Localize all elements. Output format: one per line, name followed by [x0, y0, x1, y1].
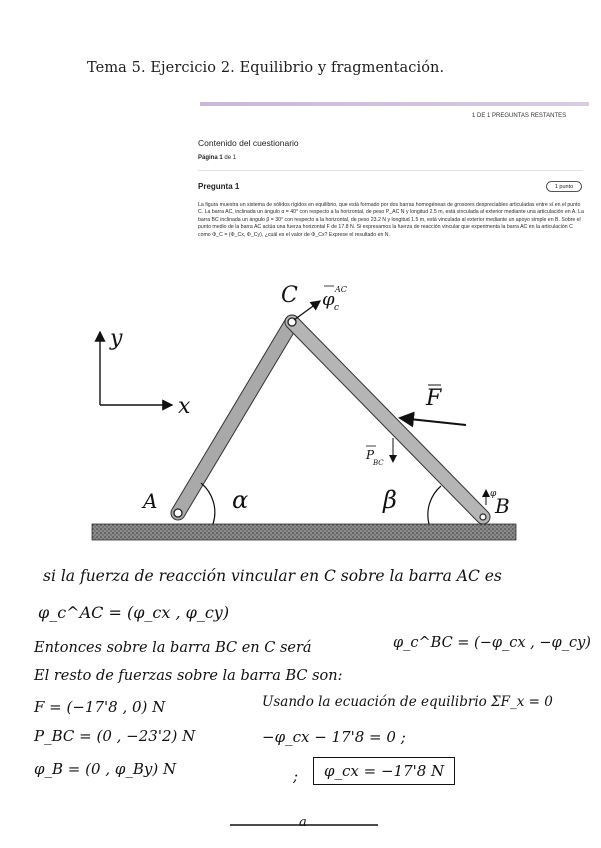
ground	[92, 524, 516, 540]
question-label: Pregunta 1	[198, 182, 240, 191]
hw-line-5: F = (−17'8 , 0) N	[34, 698, 166, 716]
alpha-arc	[201, 483, 215, 524]
joint-a	[174, 509, 182, 517]
label-b: B	[495, 494, 510, 518]
hw-semicolon: ;	[293, 767, 299, 785]
question-statement: La figura muestra un sistema de sólidos rígidos en equilibrio, que está formado por dos barras homogéneas de grosores despreciables articuladas entre sí en el punto C. La barra AC, inclinada un ángulo α = 40° con respecto a la horizontal, de peso P_AC N y longitud 2.5 m, está vinculada al exterior mediante una articulación en A. La barra BC inclinada un ángulo β = 30° con respecto a la horizontal, de peso 23.2 N y longitud 1.5 m, está vinculada al exterior mediante un apoyo simple en B. Sobre el punto medio de la barra AC actúa una fuerza horizontal F de 17.8 N. Si expresamos la fuerza de reacción vincular que experimenta la barra AC en la articulación C como Φ_C = (Φ_Cx, Φ_Cy), ¿cuál es el valor de Φ_Cx? Exprese el resultado en N.	[198, 202, 584, 238]
axis-x-label: x	[178, 394, 191, 419]
beta-arc	[428, 486, 441, 524]
label-c: C	[281, 283, 298, 308]
label-f: F	[426, 386, 442, 411]
hw-line-6: P_BC = (0 , −23'2) N	[34, 727, 196, 745]
page-prefix: Página 1	[198, 155, 223, 161]
phi-c-arrow	[294, 301, 320, 320]
joint-b	[480, 514, 486, 520]
label-beta: β	[383, 486, 397, 514]
label-alpha: α	[232, 486, 249, 514]
label-a: A	[143, 489, 158, 513]
hw-line-1: si la fuerza de reacción vincular en C sobre la barra AC es	[43, 567, 502, 585]
axis-y-label: y	[110, 326, 123, 351]
label-phi-c-sub: c	[334, 303, 340, 313]
force-f-arrow	[400, 418, 466, 425]
footer-mark: a	[299, 815, 307, 830]
label-p: P	[366, 448, 375, 462]
hw-right-2: −φ_cx − 17'8 = 0 ;	[262, 728, 406, 746]
page-suffix: de 1	[224, 155, 237, 161]
hw-right-1: Usando la ecuación de equilibrio ΣF_x = 0	[262, 694, 553, 710]
hw-line-7: φ_B = (0 , φ_By) N	[34, 760, 177, 778]
hw-line-3b: φ_c^BC = (−φ_cx , −φ_cy)	[393, 635, 591, 651]
label-phi-c: φ	[322, 289, 335, 310]
hw-line-4: El resto de fuerzas sobre la barra BC son:	[34, 668, 343, 684]
answer-box: φ_cx = −17'8 N	[313, 757, 455, 785]
points-badge: 1 punto	[546, 181, 582, 192]
label-phi-c-sup: AC	[335, 285, 347, 294]
label-phi-b: φ	[490, 489, 497, 499]
hw-line-2: φ_c^AC = (φ_cx , φ_cy)	[38, 603, 230, 622]
page-title: Tema 5. Ejercicio 2. Equilibrio y fragmentación.	[87, 60, 445, 76]
hw-line-3a: Entonces sobre la barra BC en C será	[34, 640, 312, 656]
label-p-sub: BC	[373, 459, 384, 467]
content-heading: Contenido del cuestionario	[198, 138, 299, 148]
questions-remaining: 1 DE 1 PREGUNTAS RESTANTES	[472, 113, 567, 119]
